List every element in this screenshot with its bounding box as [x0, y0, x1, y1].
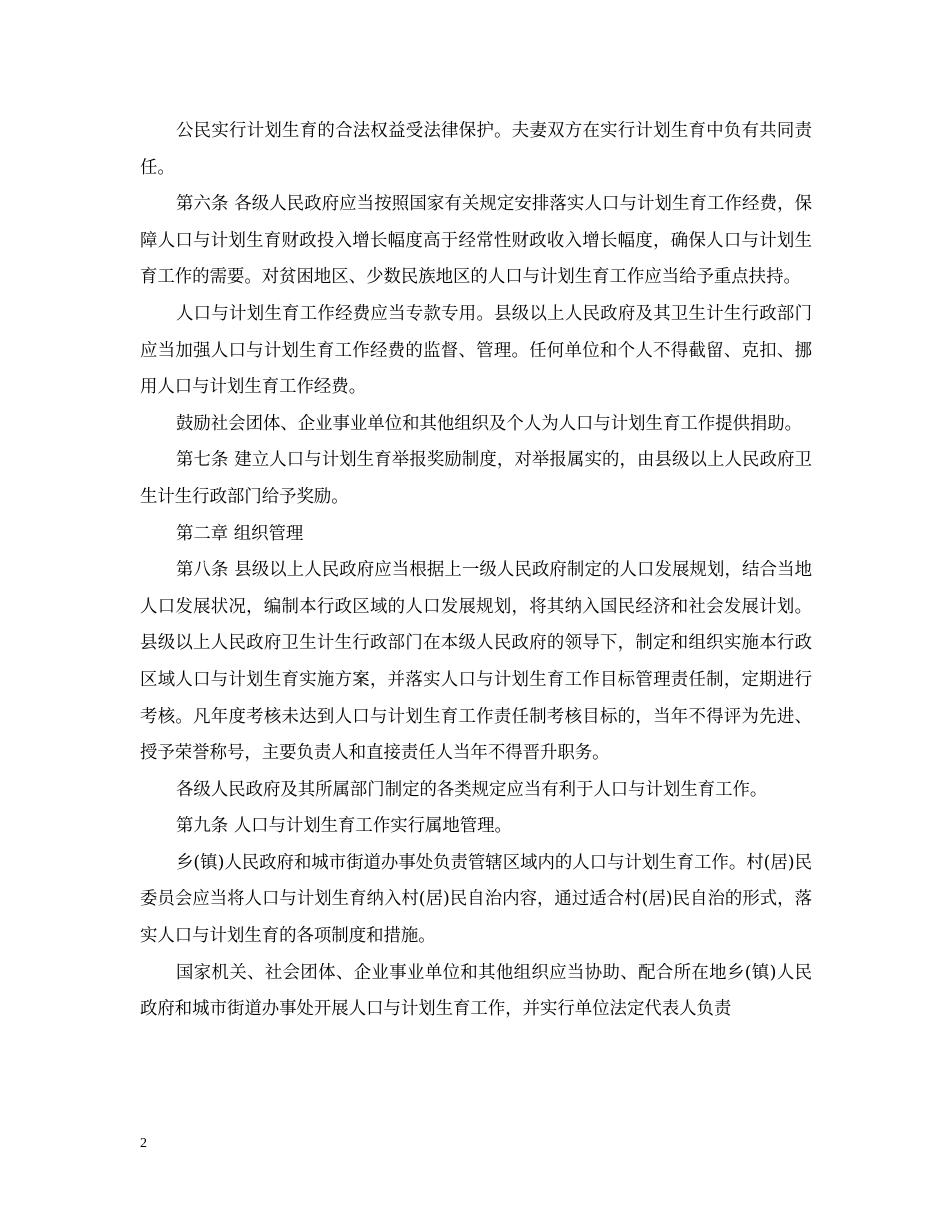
paragraph-funding-dedicated: 人口与计划生育工作经费应当专款专用。县级以上人民政府及其卫生计生行政部门应当加强人口与计划生育工作经费的监督、管理。任何单位和个人不得截留、克扣、挪用人口与计划生育工作经费。 [140, 303, 812, 398]
paragraph-article-8: 第八条 县级以上人民政府应当根据上一级人民政府制定的人口发展规划，结合当地人口发展状况，编制本行政区域的人口发展规划，将其纳入国民经济和社会发展计划。县级以上人民政府卫生计生行政部门在本级人民政府的领导下，制定和组织实施本行政区域人口与计划生育实施方案，并落实人口与计划生育工作目标管理责任制，定期进行考核。凡年度考核未达到人口与计划生育工作责任制考核目标的，当年不得评为先进、授予荣誉称号，主要负责人和直接责任人当年不得晋升职务。 [140, 560, 812, 764]
paragraph-organizations-cooperation: 国家机关、社会团体、企业事业单位和其他组织应当协助、配合所在地乡(镇)人民政府和城市街道办事处开展人口与计划生育工作，并实行单位法定代表人负责 [140, 962, 812, 1020]
paragraph-donations: 鼓励社会团体、企业事业单位和其他组织及个人为人口与计划生育工作提供捐助。 [176, 413, 803, 434]
page-number: 2 [140, 1136, 147, 1151]
paragraph-citizen-rights: 公民实行计划生育的合法权益受法律保护。夫妻双方在实行计划生育中负有共同责任。 [140, 121, 812, 178]
paragraph-regulations: 各级人民政府及其所属部门制定的各类规定应当有利于人口与计划生育工作。 [176, 779, 768, 800]
chapter-heading: 第二章 组织管理 [176, 523, 304, 544]
document-body [140, 113, 812, 1028]
paragraph-article-9: 第九条 人口与计划生育工作实行属地管理。 [176, 816, 512, 837]
paragraph-township-duties: 乡(镇)人民政府和城市街道办事处负责管辖区域内的人口与计划生育工作。村(居)民委员会应当将人口与计划生育纳入村(居)民自治内容，通过适合村(居)民自治的形式，落实人口与计划生育的各项制度和措施。 [140, 852, 812, 947]
paragraph-article-7: 第七条 建立人口与计划生育举报奖励制度，对举报属实的，由县级以上人民政府卫生计生行政部门给予奖励。 [140, 450, 812, 507]
paragraph-article-6: 第六条 各级人民政府应当按照国家有关规定安排落实人口与计划生育工作经费，保障人口与计划生育财政投入增长幅度高于经常性财政收入增长幅度，确保人口与计划生育工作的需要。对贫困地区、少数民族地区的人口与计划生育工作应当给予重点扶持。 [140, 194, 812, 288]
